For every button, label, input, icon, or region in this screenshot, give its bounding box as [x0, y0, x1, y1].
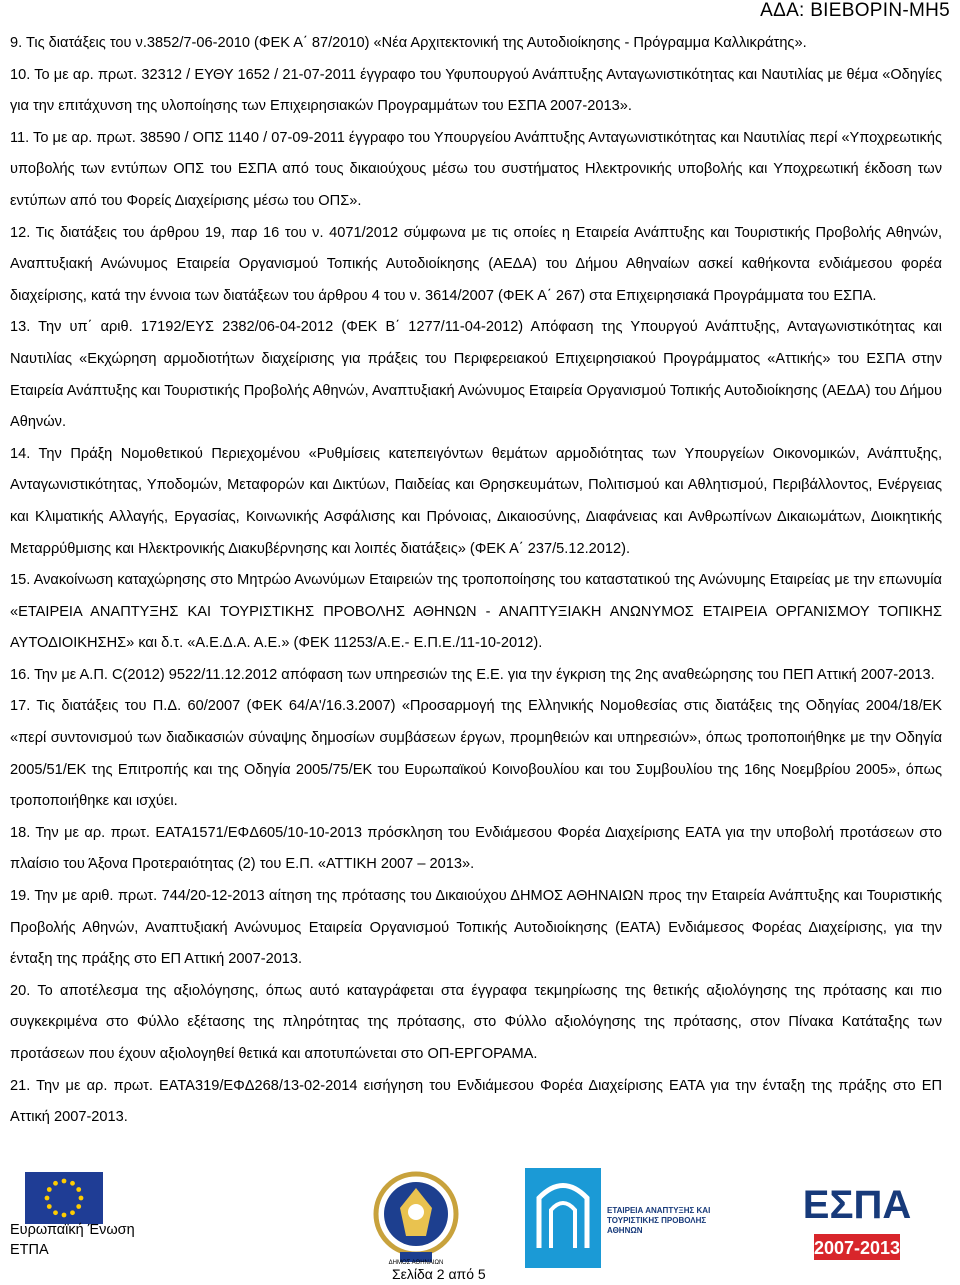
espa-logo-years: 2007-2013: [813, 1238, 901, 1258]
paragraph-11: 11. Το με αρ. πρωτ. 38590 / ΟΠΣ 1140 / 07-09-2011 έγγραφο του Υπουργείου Ανάπτυξης Ανταγωνιστικότητας και Ναυτιλίας περί «Υποχρεωτικής υποβολής των εντύπων ΟΠΣ του ΕΣΠΑ από τους δικαιούχους μέσω του συστήματος Ηλεκτρονικής υποβολής και Υποχρεωτική έκδοση των εντύπων από του Φορείς Διαχείρισης μέσω του ΟΠΣ».: [10, 129, 942, 209]
paragraph-18: 18. Την με αρ. πρωτ. ΕΑΤΑ1571/ΕΦΔ605/10-10-2013 πρόσκληση του Ενδιάμεσου Φορέα Διαχείρισης ΕΑΤΑ για την υποβολή προτάσεων στο πλαίσιο του Άξονα Προτεραιότητας (2) του Ε.Π. «ΑΤΤΙΚΗ 2007 – 2013».: [10, 824, 942, 873]
paragraph-10: 10. Το με αρ. πρωτ. 32312 / ΕΥΘΥ 1652 / 21-07-2011 έγγραφο του Υφυπουργού Ανάπτυξης Ανταγωνιστικότητας και Ναυτιλίας με θέμα «Οδηγίες για την επιτάχυνση της υλοποίησης των Επιχειρησιακών Προγραμμάτων του ΕΣΠΑ 2007-2013».: [10, 66, 942, 115]
eu-label-line2: ΕΤΠΑ: [10, 1242, 49, 1258]
paragraph-13: 13. Την υπ΄ αριθ. 17192/ΕΥΣ 2382/06-04-2012 (ΦΕΚ Β΄ 1277/11-04-2012) Απόφαση της Υπουργού Ανάπτυξης, Ανταγωνιστικότητας και Ναυτιλίας «Εκχώρηση αρμοδιοτήτων διαχείρισης για πράξεις του Περιφερειακού Επιχειρησιακού Προγράμματος «Αττικής» του ΕΣΠΑ στην Εταιρεία Ανάπτυξης και Τουριστικής Προβολής Αθηνών, Αναπτυξιακή Ανώνυμος Εταιρεία Οργανισμού Τοπικής Αυτοδιοίκησης (ΑΕΔΑ) του Δήμου Αθηνών.: [10, 319, 942, 431]
eu-star-icon: [53, 1181, 58, 1186]
paragraph-21: 21. Την με αρ. πρωτ. ΕΑΤΑ319/ΕΦΔ268/13-02-2014 εισήγηση του Ενδιάμεσου Φορέα Διαχείρισης ΕΑΤΑ για την ένταξη της πράξης στο ΕΠ Αττική 2007-2013.: [10, 1077, 942, 1126]
espa-logo: [800, 1176, 914, 1268]
athina-company-text: ΕΤΑΙΡΕΙΑ ΑΝΑΠΤΥΞΗΣ ΚΑΙ ΤΟΥΡΙΣΤΙΚΗΣ ΠΡΟΒΟΛΗΣ ΑΘΗΝΩΝ: [607, 1206, 711, 1235]
eu-label: [10, 1220, 135, 1260]
eu-star-icon: [62, 1213, 67, 1218]
dimos-athinaion-seal-logo: [370, 1168, 462, 1268]
document-body: [10, 28, 942, 1134]
eu-star-icon: [47, 1187, 52, 1192]
paragraph-19: 19. Την με αριθ. πρωτ. 744/20-12-2013 αίτηση της πρότασης του Δικαιούχου ΔΗΜΟΣ ΑΘΗΝΑΙΩΝ προς την Εταιρεία Ανάπτυξης και Τουριστικής Προβολής Αθηνών, Αναπτυξιακή Ανώνυμος Εταιρεία Οργανισμού Τοπικής Αυτοδιοίκησης (ΕΑΤΑ) Ενδιάμεσος Φορέας Διαχείρισης, για την ένταξη της πράξης στο ΕΠ Αττική 2007-2013.: [10, 888, 942, 968]
eu-star-icon: [62, 1179, 67, 1184]
ada-code: ΑΔΑ: ΒΙΕΒΟΡΙΝ-ΜΗ5: [760, 0, 950, 21]
eu-star-icon: [45, 1196, 50, 1201]
eu-star-icon: [53, 1210, 58, 1215]
paragraph-9: 9. Τις διατάξεις του ν.3852/7-06-2010 (ΦΕΚ Α΄ 87/2010) «Νέα Αρχιτεκτονική της Αυτοδιοίκησης - Πρόγραμμα Καλλικράτης».: [10, 35, 807, 51]
paragraph-15: 15. Ανακοίνωση καταχώρησης στο Μητρώο Ανωνύμων Εταιρειών της τροποποίησης του καταστατικού της Ανώνυμης Εταιρείας με την επωνυμία «ΕΤΑΙΡΕΙΑ ΑΝΑΠΤΥΞΗΣ ΚΑΙ ΤΟΥΡΙΣΤΙΚΗΣ ΠΡΟΒΟΛΗΣ ΑΘΗΝΩΝ - ΑΝΑΠΤΥΞΙΑΚΗ ΑΝΩΝΥΜΟΣ ΕΤΑΙΡΕΙΑ ΟΡΓΑΝΙΣΜΟΥ ΤΟΠΙΚΗΣ ΑΥΤΟΔΙΟΙΚΗΣΗΣ» και δ.τ. «Α.Ε.Δ.Α. Α.Ε.» (ΦΕΚ 11253/Α.Ε.- Ε.Π.Ε./11-10-2012).: [10, 572, 942, 652]
athina-logo: [525, 1168, 601, 1268]
espa-logo-text: ΕΣΠΑ: [802, 1183, 912, 1227]
paragraph-12: 12. Τις διατάξεις του άρθρου 19, παρ 16 του ν. 4071/2012 σύμφωνα με τις οποίες η Εταιρεία Ανάπτυξης και Τουριστικής Προβολής Αθηνών, Αναπτυξιακή Ανώνυμος Εταιρεία Οργανισμού Τοπικής Αυτοδιοίκησης (ΑΕΔΑ) του Δήμου Αθηναίων ασκεί καθήκοντα ενδιάμεσου φορέα διαχείρισης, κατά την έννοια των διατάξεων του άρθρου 4 του ν. 3614/2007 (ΦΕΚ Α΄ 267) στα Επιχειρησιακά Προγράμματα του ΕΣΠΑ.: [10, 224, 942, 304]
eu-star-icon: [70, 1210, 75, 1215]
paragraph-20: 20. Το αποτέλεσμα της αξιολόγησης, όπως αυτό καταγράφεται στα έγγραφα τεκμηρίωσης της θετικής αξιολόγησης της πρότασης και πιο συγκεκριμένα στο Φύλλο εξέτασης της πληρότητας της πρότασης, στο Φύλλο αξιολόγησης της πρότασης, στον Πίνακα Κατάταξης των προτάσεων που έχουν αξιολογηθεί θετικά και αποτυπώνεται στο ΟΠ-ΕΡΓΟΡΑΜΑ.: [10, 982, 942, 1062]
page-number: Σελίδα 2 από 5: [392, 1266, 486, 1282]
dimos-caption: ΔΗΜΟΣ ΑΘΗΝΑΙΩΝ: [388, 1260, 444, 1266]
eu-label-line1: Ευρωπαϊκή Ένωση: [10, 1222, 135, 1238]
eu-star-icon: [47, 1204, 52, 1209]
eu-star-icon: [70, 1181, 75, 1186]
eu-flag-logo: [25, 1172, 103, 1224]
paragraph-16: 16. Την με Α.Π. C(2012) 9522/11.12.2012 απόφαση των υπηρεσιών της Ε.Ε. για την έγκριση της 2ης αναθεώρησης του ΠΕΠ Αττική 2007-2013.: [10, 666, 935, 683]
eu-star-icon: [76, 1204, 81, 1209]
eu-star-icon: [76, 1187, 81, 1192]
paragraph-17: 17. Τις διατάξεις του Π.Δ. 60/2007 (ΦΕΚ 64/Α'/16.3.2007) «Προσαρμογή της Ελληνικής Νομοθεσίας στις διατάξεις της Οδηγίας 2004/18/ΕΚ «περί συντονισμού των διαδικασιών σύναψης δημοσίων συμβάσεων έργων, προμηθειών και υπηρεσιών», όπως τροποποιήθηκε με την Οδηγία 2005/51/ΕΚ της Επιτροπής και της Οδηγία 2005/75/ΕΚ του Ευρωπαϊκού Κοινοβουλίου και του Συμβουλίου της 16ης Νοεμβρίου 2005», όπως τροποποιήθηκε και ισχύει.: [10, 698, 942, 810]
eu-star-icon: [79, 1196, 84, 1201]
paragraph-14: 14. Την Πράξη Νομοθετικού Περιεχομένου «Ρυθμίσεις κατεπειγόντων θεμάτων αρμοδιότητας των Υπουργείων Οικονομικών, Ανάπτυξης, Ανταγωνιστικότητας, Υποδομών, Μεταφορών και Δικτύων, Παιδείας και Θρησκευμάτων, Πολιτισμού και Αθλητισμού, Περιβάλλοντος, Ενέργειας και Κλιματικής Αλλαγής, Εργασίας, Κοινωνικής Ασφάλισης και Πρόνοιας, Δικαιοσύνης, Διαφάνειας και Ανθρωπίνων Δικαιωμάτων, Διοικητικής Μεταρρύθμισης και Ηλεκτρονικής Διακυβέρνησης και λοιπές διατάξεις» (ΦΕΚ Α΄ 237/5.12.2012).: [10, 445, 942, 557]
